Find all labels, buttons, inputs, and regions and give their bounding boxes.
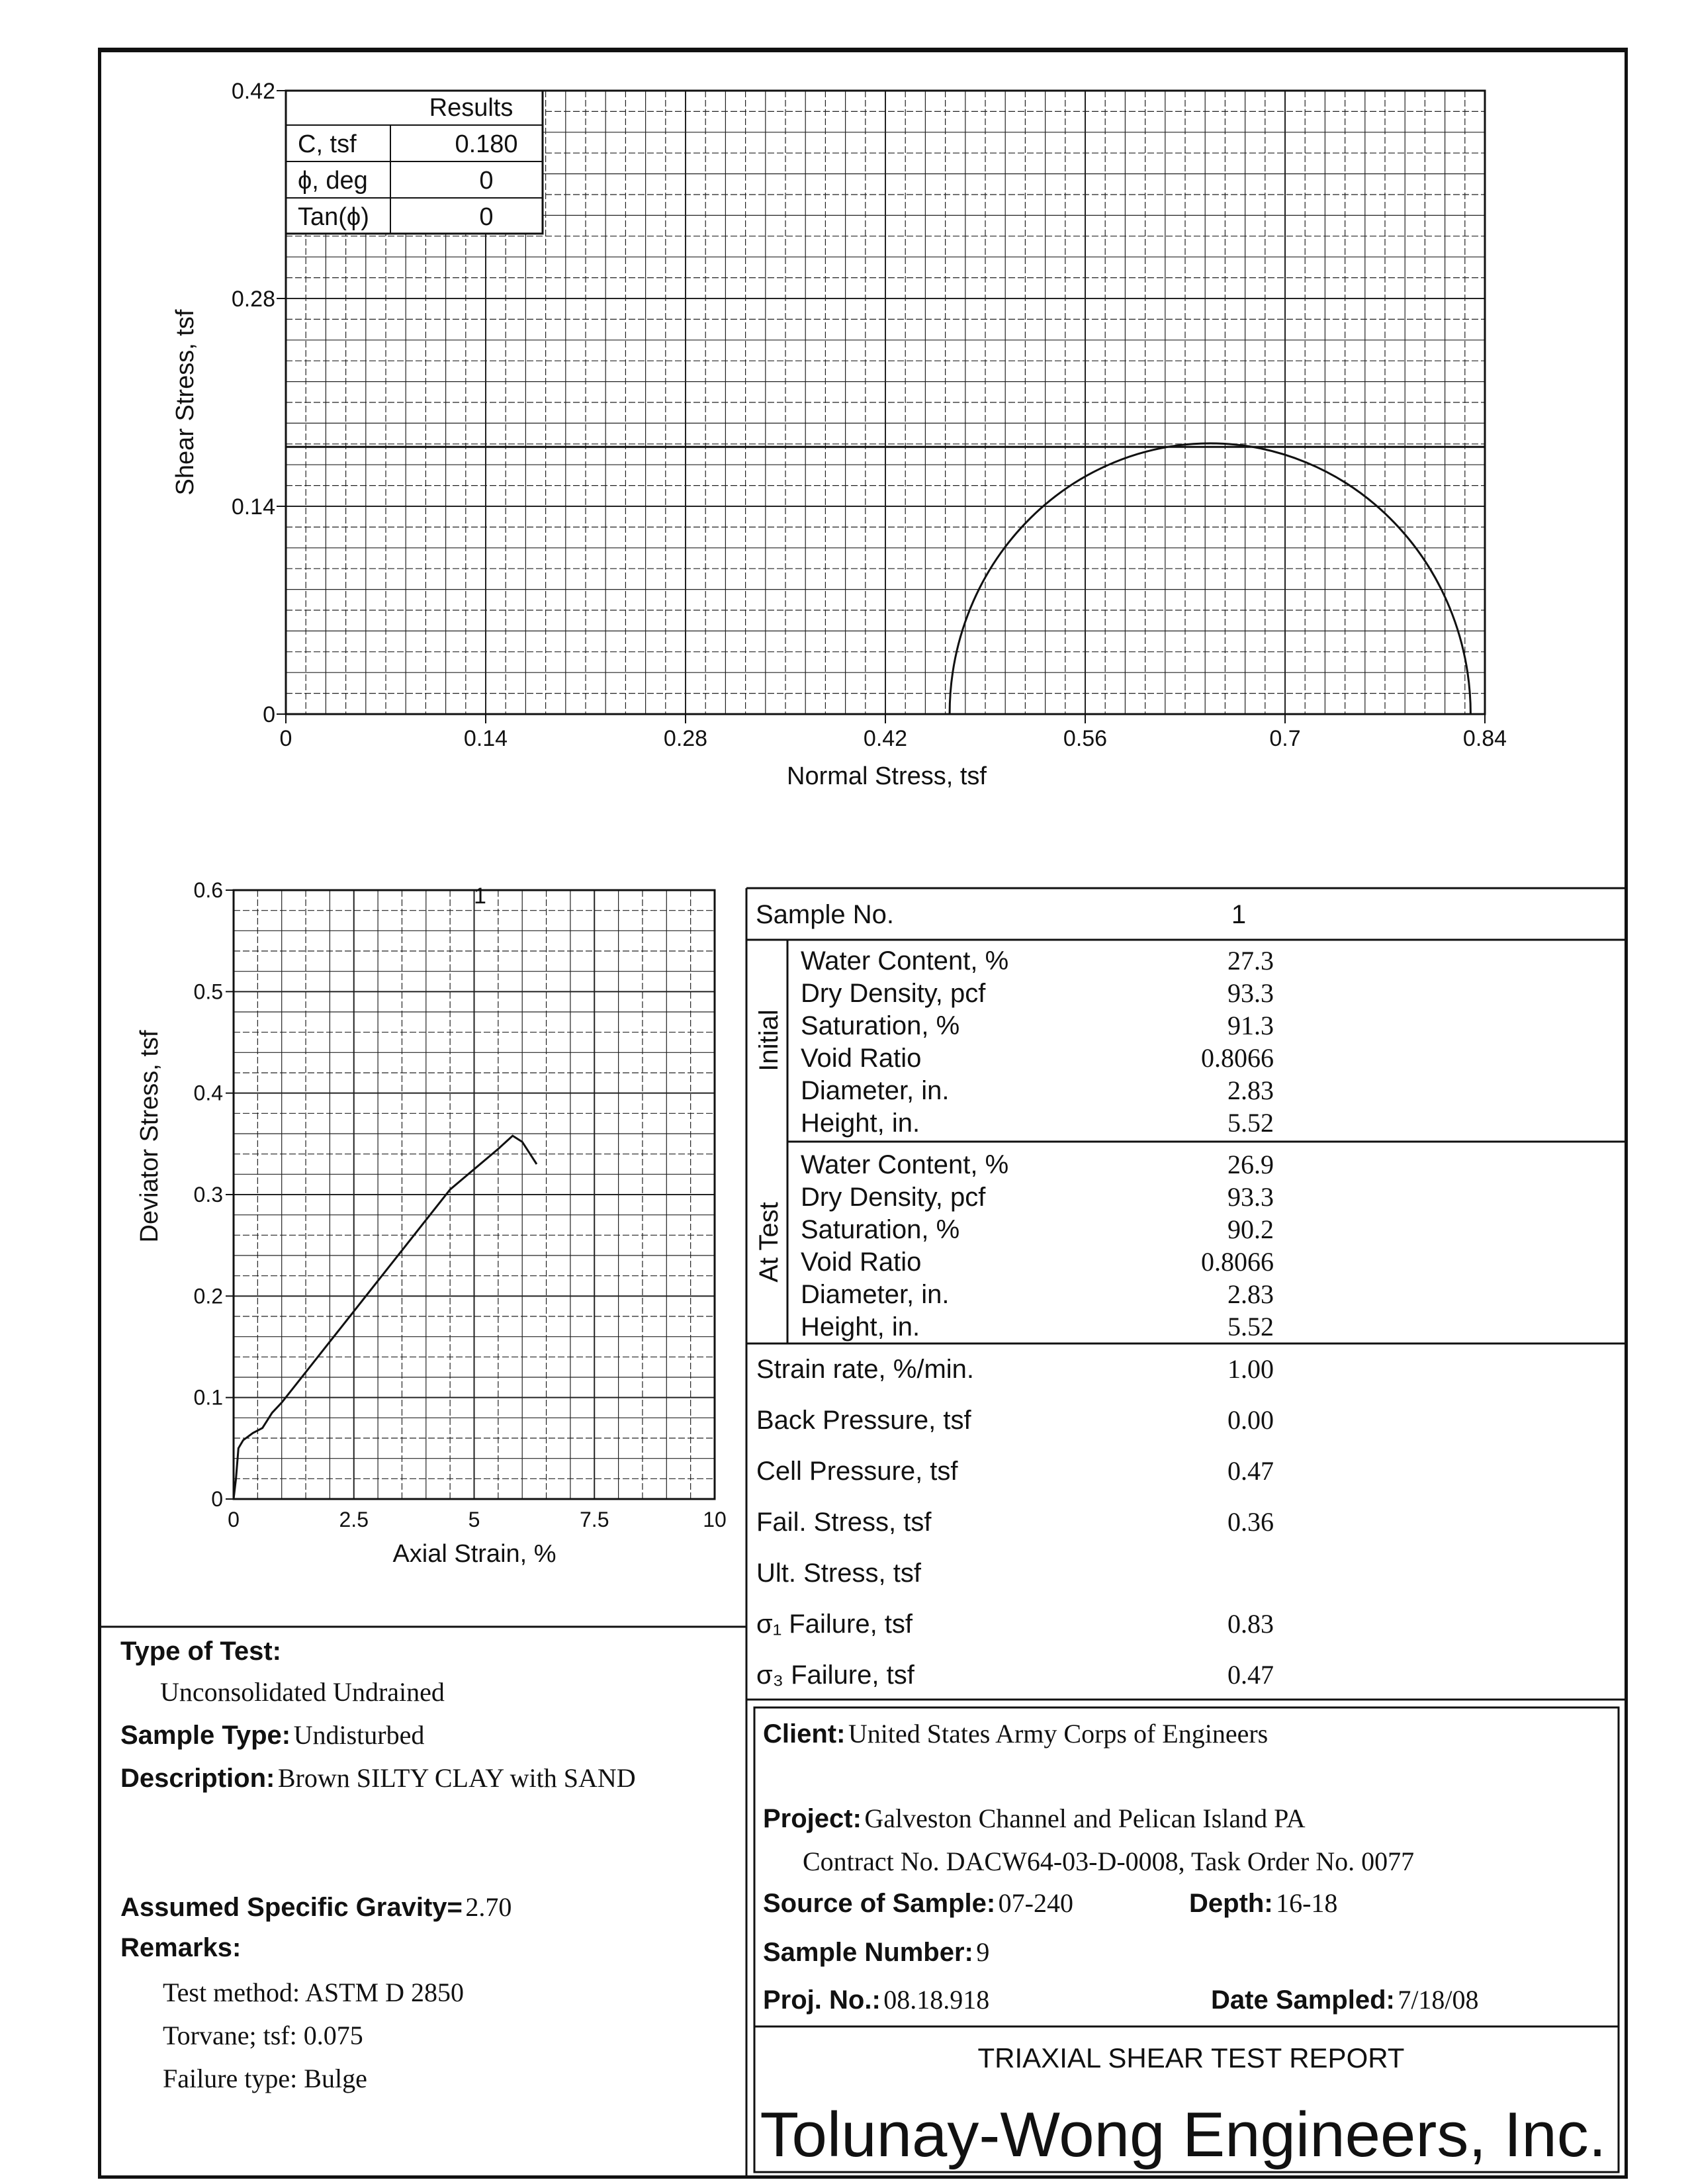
initial-row-label: Diameter, in. — [801, 1076, 950, 1105]
initial-row-label: Saturation, % — [801, 1011, 960, 1040]
other-row-value: 0.00 — [1227, 1405, 1274, 1435]
at-test-row-value: 93.3 — [1227, 1182, 1274, 1212]
results-label: ϕ, deg — [298, 167, 368, 195]
proj-no-label: Proj. No.: — [763, 1985, 881, 2015]
initial-row-label: Water Content, % — [801, 946, 1009, 976]
other-row-label: σ₃ Failure, tsf — [756, 1661, 914, 1690]
sample-no-value: 1 — [1231, 900, 1247, 929]
initial-row-label: Dry Density, pcf — [801, 979, 986, 1008]
source-of-sample — [763, 1888, 1073, 1919]
results-value: 0 — [479, 167, 494, 195]
remark-line: Torvane; tsf: 0.075 — [163, 2021, 363, 2050]
at-test-row-value: 2.83 — [1227, 1279, 1274, 1309]
y-tick-label: 0 — [211, 1487, 223, 1511]
x-tick-label: 0 — [279, 726, 292, 751]
at-test-row-value: 5.52 — [1227, 1312, 1274, 1342]
other-row-label: Back Pressure, tsf — [756, 1406, 971, 1435]
date-sampled-value: 7/18/08 — [1398, 1985, 1479, 2015]
x-axis-label: Normal Stress, tsf — [787, 762, 987, 790]
y-tick-label: 0.4 — [193, 1081, 223, 1105]
date-sampled-label: Date Sampled: — [1211, 1985, 1395, 2015]
at-test-row-value: 26.9 — [1227, 1150, 1274, 1179]
at-test-row-value: 0.8066 — [1201, 1247, 1274, 1277]
y-axis-label: Deviator Stress, tsf — [136, 1030, 163, 1243]
company-name: Tolunay-Wong Engineers, Inc. — [760, 2099, 1607, 2170]
results-value: 0 — [479, 203, 494, 231]
at-test-row-value: 90.2 — [1227, 1214, 1274, 1244]
at-test-row-label: Height, in. — [801, 1312, 920, 1342]
sample-number — [763, 1936, 989, 1968]
depth — [1189, 1888, 1337, 1919]
other-row-value: 0.36 — [1227, 1507, 1274, 1537]
report-title: TRIAXIAL SHEAR TEST REPORT — [977, 2042, 1405, 2073]
sample-no-label: Sample No. — [756, 900, 894, 929]
y-tick-label: 0.3 — [193, 1183, 223, 1206]
y-tick-label: 0 — [263, 702, 275, 727]
x-tick-label: 0.56 — [1063, 726, 1108, 751]
other-row-value: 0.47 — [1227, 1456, 1274, 1486]
x-tick-label: 7.5 — [580, 1508, 609, 1531]
client — [763, 1718, 1268, 1749]
initial-row-value: 91.3 — [1227, 1011, 1274, 1040]
initial-row-value: 93.3 — [1227, 978, 1274, 1008]
results-label: C, tsf — [298, 130, 357, 158]
x-tick-label: 2.5 — [339, 1508, 369, 1531]
initial-row-label: Void Ratio — [801, 1044, 922, 1073]
x-tick-label: 0.28 — [663, 726, 708, 751]
other-row-label: Strain rate, %/min. — [756, 1355, 975, 1384]
other-row-label: Cell Pressure, tsf — [756, 1457, 958, 1486]
other-row-value: 0.47 — [1227, 1660, 1274, 1690]
y-tick-label: 0.42 — [231, 79, 275, 104]
proj-no — [763, 1984, 989, 2015]
results-value: 0.180 — [455, 130, 518, 158]
type-of-test-value: Unconsolidated Undrained — [160, 1677, 445, 1707]
sample-type — [120, 1719, 424, 1751]
y-tick-label: 0.14 — [231, 494, 275, 520]
x-tick-label: 5 — [468, 1508, 480, 1531]
at-test-row-label: Diameter, in. — [801, 1280, 950, 1309]
project-label: Project: — [763, 1804, 862, 1833]
initial-rows — [801, 946, 1274, 1138]
at-test-row-label: Void Ratio — [801, 1248, 922, 1277]
initial-row-value: 27.3 — [1227, 946, 1274, 976]
y-tick-label: 0.28 — [231, 287, 275, 312]
remark-line: Test method: ASTM D 2850 — [163, 1978, 464, 2007]
initial-row-value: 0.8066 — [1201, 1043, 1274, 1073]
x-tick-label: 0.42 — [863, 726, 908, 751]
project — [763, 1803, 1306, 1834]
at-test-row-label: Saturation, % — [801, 1215, 960, 1244]
other-rows — [756, 1354, 1274, 1690]
specific-gravity-value: 2.70 — [465, 1892, 512, 1922]
sample-number-value: 9 — [976, 1937, 990, 1967]
specific-gravity-label: Assumed Specific Gravity= — [120, 1893, 463, 1922]
description-value: Brown SILTY CLAY with SAND — [277, 1763, 636, 1793]
x-tick-label: 0.84 — [1462, 726, 1507, 751]
initial-row-value: 5.52 — [1227, 1108, 1274, 1138]
results-header: Results — [429, 94, 513, 122]
client-value: United States Army Corps of Engineers — [848, 1719, 1269, 1749]
description — [120, 1762, 636, 1794]
other-row-value: 1.00 — [1227, 1354, 1274, 1384]
description-label: Description: — [120, 1764, 275, 1793]
remarks-label: Remarks: — [120, 1933, 242, 1962]
sample-number-label: Sample Number: — [763, 1938, 973, 1967]
client-label: Client: — [763, 1719, 846, 1749]
other-row-label: σ₁ Failure, tsf — [756, 1610, 913, 1639]
sample-type-label: Sample Type: — [120, 1721, 291, 1750]
x-tick-label: 0.7 — [1269, 726, 1301, 751]
y-tick-label: 0.6 — [193, 878, 223, 902]
other-row-label: Fail. Stress, tsf — [756, 1508, 932, 1537]
other-row-value: 0.83 — [1227, 1609, 1274, 1639]
depth-label: Depth: — [1189, 1889, 1273, 1918]
curve-label: 1 — [474, 884, 486, 909]
y-tick-label: 0.1 — [193, 1385, 223, 1410]
at-test-rows — [801, 1150, 1274, 1342]
initial-label: Initial — [754, 1009, 783, 1071]
initial-row-label: Height, in. — [801, 1109, 920, 1138]
sample-type-value: Undisturbed — [293, 1720, 425, 1750]
specific-gravity — [120, 1891, 512, 1923]
date-sampled — [1211, 1984, 1479, 2015]
depth-value: 16-18 — [1276, 1888, 1338, 1918]
other-row-label: Ult. Stress, tsf — [756, 1559, 921, 1588]
results-label: Tan(ϕ) — [298, 203, 369, 231]
contract-line: Contract No. DACW64-03-D-0008, Task Order No. 0077 — [803, 1846, 1415, 1876]
at-test-label: At Test — [754, 1202, 783, 1283]
source-value: 07-240 — [998, 1888, 1073, 1918]
at-test-row-label: Water Content, % — [801, 1150, 1009, 1179]
x-tick-label: 0.14 — [463, 726, 508, 751]
project-value: Galveston Channel and Pelican Island PA — [864, 1803, 1306, 1833]
type-of-test-label: Type of Test: — [120, 1637, 281, 1666]
proj-no-value: 08.18.918 — [883, 1985, 990, 2015]
initial-row-value: 2.83 — [1227, 1075, 1274, 1105]
source-label: Source of Sample: — [763, 1889, 996, 1918]
remark-line: Failure type: Bulge — [163, 2064, 367, 2093]
x-axis-label: Axial Strain, % — [392, 1540, 557, 1568]
x-tick-label: 0 — [228, 1508, 240, 1531]
y-tick-label: 0.2 — [193, 1284, 223, 1308]
x-tick-label: 10 — [703, 1508, 727, 1531]
at-test-row-label: Dry Density, pcf — [801, 1183, 986, 1212]
y-tick-label: 0.5 — [193, 979, 223, 1004]
y-axis-label: Shear Stress, tsf — [171, 309, 199, 496]
